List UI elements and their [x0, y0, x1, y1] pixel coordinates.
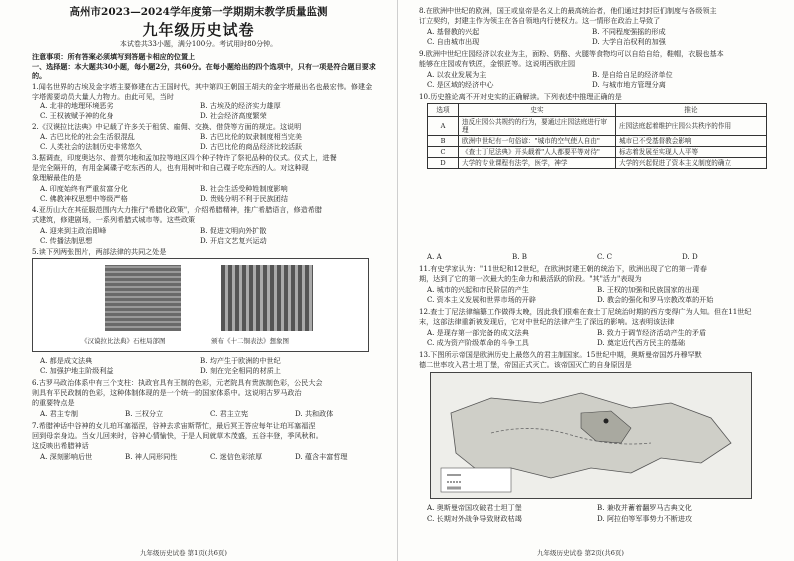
q1-option-b[interactable]: B. 古埃及的经济实力雄厚 — [200, 101, 281, 110]
q9-stem-line2: 能够在庄园或有铁匠，金银匠等。这说明西欧庄园 — [419, 59, 576, 68]
q5-option-b[interactable]: B. 均产生于欧洲的中世纪 — [200, 356, 281, 365]
q4-option-c[interactable]: C. 传播法制思想 — [40, 236, 93, 245]
q11-option-a[interactable]: A. 城市的兴起和市民阶层的产生 — [427, 285, 529, 294]
q3-stem-line1: 3.据调查，印度奥达尔、普贾尔地和孟加拉等地区四个种子特许了祭祀品种的仪式。仪式上，进餐 — [32, 153, 337, 162]
q11-option-d[interactable]: D. 教会的强化和罗马宗教改革的开始 — [597, 295, 714, 304]
q8-options-row2 — [427, 37, 666, 46]
q6-option-d[interactable]: D. 共和政体 — [295, 409, 334, 418]
q13-stem-line1: 13.下图所示帝国是欧洲历史上最悠久的君主制国家。15世纪中期，奥斯曼帝国苏丹穆罕默 — [419, 350, 702, 359]
q13-option-c[interactable]: C. 长期对外战争导致财政枯竭 — [427, 514, 522, 523]
q10-option-a[interactable]: A. A — [427, 252, 442, 261]
q13-option-d[interactable]: D. 阿拉伯等军事势力不断进攻 — [597, 514, 693, 523]
byzantine-empire-map-image — [431, 373, 751, 498]
q12-stem-line1: 12.查士丁尼法律编纂工作做得太晚，因此我们很难在查士丁尼统治时期的西方变得广为人知。但在11世纪 — [419, 307, 752, 316]
q9-option-d[interactable]: D. 与城市地方管理分离 — [592, 80, 666, 89]
q13-stem-line2: 德二世率攻入君士坦丁堡，帝国正式灭亡。该帝国灭亡的自身原因是 — [419, 360, 632, 369]
q3-stem-line2: 是完全隔开的，有用金属碟子吃东西的人，也有用树叶和自己碟子吃东西的人。对这种现 — [32, 163, 309, 172]
q3-options-row1 — [40, 184, 288, 193]
q12-option-a[interactable]: A. 是现存第一部完备的成文法典 — [427, 328, 529, 337]
q2-option-b[interactable]: B. 古巴比伦的奴隶制度相当完美 — [200, 132, 302, 141]
q11-option-b[interactable]: B. 王权的加强和民族国家的出现 — [597, 285, 699, 294]
q10-head-fact: 史实 — [459, 104, 616, 117]
q10-row-a-inference: 庄园法庭起着维护庄园公共秩序的作用 — [616, 117, 767, 136]
q5-caption-left: 《汉谟拉比法典》石柱局部图 — [81, 337, 166, 345]
q3-options-row2 — [40, 194, 288, 203]
q6-option-c[interactable]: C. 君主立宪 — [210, 409, 249, 418]
q5-option-a[interactable]: A. 都是成文法典 — [40, 356, 93, 365]
q9-options-row1 — [427, 70, 673, 79]
q10-row-c-fact: 《查士丁尼法典》开头载着"人人都要平等对待" — [459, 147, 616, 158]
q9-option-c[interactable]: C. 是区域的经济中心 — [427, 80, 494, 89]
q1-option-a[interactable]: A. 北非的地理环境恶劣 — [40, 101, 114, 110]
exam-header-title: 高州市2023—2024学年度第一学期期末教学质量监测 — [69, 6, 328, 18]
q2-options-row1 — [40, 132, 302, 141]
q1-options-row1 — [40, 101, 281, 110]
q12-stem-line2: 末，这部法律重新被发现后，它对中世纪的法律产生了深远的影响。这表明该法律 — [419, 317, 675, 326]
q10-head-option: 选项 — [428, 104, 459, 117]
q2-options-row2 — [40, 142, 302, 151]
q4-option-a[interactable]: A. 迎来到主政治即峰 — [40, 226, 107, 235]
q13-option-b[interactable]: B. 兼收并蓄着翻罗马古典文化 — [597, 503, 692, 512]
q8-option-a[interactable]: A. 基督教的兴起 — [427, 27, 480, 36]
q9-option-a[interactable]: A. 以农业发展为主 — [427, 70, 487, 79]
q11-option-c[interactable]: C. 资本主义发展和世界市场的开辟 — [427, 295, 536, 304]
q10-row-a-option: A — [428, 117, 459, 136]
q13-map — [430, 372, 752, 499]
q10-row-a-fact: 违反庄园公共规约的行为，要通过庄园法庭进行审理 — [459, 117, 616, 136]
q8-option-b[interactable]: B. 不同程度强摇的形成 — [592, 27, 666, 36]
footer-right: 九年级历史试卷 第2页(共6页) — [537, 549, 624, 557]
q10-row-d-inference: 大学的兴起促进了资本主义制度的确立 — [616, 158, 767, 169]
q10-head-inference: 推论 — [616, 104, 767, 117]
q11-stem-line2: 期，达到了它的第一次最大的生命力和最活跃的阶段。"其"活力"表现为 — [419, 274, 642, 283]
q3-option-c[interactable]: C. 佛教神权思想中等级严格 — [40, 194, 128, 203]
q1-option-d[interactable]: D. 社会经济高度繁荣 — [200, 111, 267, 120]
q6-option-a[interactable]: A. 君主专制 — [40, 409, 79, 418]
q10-row-c-inference: 标志着发展至实现人人平等 — [616, 147, 767, 158]
table-row — [428, 117, 767, 136]
q13-option-a[interactable]: A. 奥斯曼帝国攻破君士坦丁堡 — [427, 503, 522, 512]
q7-option-c[interactable]: C. 迷信色彩浓厚 — [210, 452, 263, 461]
q11-stem-line1: 11.有史学家认为："11世纪和12世纪，在欧洲封建王朝的统治下，欧洲出现了它的第一青春 — [419, 264, 707, 273]
q7-stem-line3: 这反映出希腊神话 — [32, 441, 89, 450]
q9-stem-line1: 9.欧洲中世纪庄园经济以农业为主，面粉、奶酪、火腿等食物均可以自给自给，鞋帽，衣服也基本 — [419, 49, 724, 58]
q1-options-row2 — [40, 111, 267, 120]
q3-option-b[interactable]: B. 社会生活受种姓制度影响 — [200, 184, 288, 193]
q8-option-c[interactable]: C. 自由城市出现 — [427, 37, 480, 46]
q10-option-d[interactable]: D. D — [682, 252, 698, 261]
q10-stem: 10.历史推论离不开对史实的正确解读。下列表述中推理正确的是 — [419, 92, 622, 101]
q4-stem-line1: 4.亚历山大在其征服范围内大力推行"希腊化政策"，介绍希腊精神，推广希腊语言，修造希腊 — [32, 205, 322, 214]
q5-option-c[interactable]: C. 加强护地主阶级利益 — [40, 366, 114, 375]
q10-row-d-fact: 大学的专业课程有法学，医学，神学 — [459, 158, 616, 169]
q1-option-c[interactable]: C. 王权被赋予神的化身 — [40, 111, 114, 120]
q8-option-d[interactable]: D. 大学自治权利的加强 — [592, 37, 666, 46]
q7-option-d[interactable]: D. 蕴含丰富哲理 — [295, 452, 348, 461]
q6-option-b[interactable]: B. 三权分立 — [125, 409, 164, 418]
exam-subject-title: 九年级历史试卷 — [142, 21, 255, 39]
hammurabi-stele-image — [105, 265, 181, 331]
section-one-heading: 一、选择题：本大题共30小题，每小题2分，共60分。在每小题给出的四个选项中，只有一项是符合题目要求的。 — [32, 62, 376, 80]
q10-option-c[interactable]: C. C — [597, 252, 613, 261]
q5-figure — [32, 258, 369, 352]
q6-stem-line3: 的重要特点是 — [32, 398, 75, 407]
notice: 注意事项：所有答案必须填写到答题卡相应的位置上 — [32, 52, 196, 61]
q9-option-b[interactable]: B. 是自给自足的经济单位 — [592, 70, 673, 79]
q1-stem: 1.闻名世界的古埃及金字塔主要修建在古王国时代，其中第四王朝国王胡夫的金字塔最出名也最宏伟。修建金字塔需要动员大量人力物力。由此可见，当时 — [32, 82, 373, 101]
q7-option-b[interactable]: B. 神人同形同性 — [125, 452, 178, 461]
q8-stem-line2: 订立契约，封建主作为领主在各自领地内行使权力。这一情形在政治上导致了 — [419, 16, 661, 25]
q10-row-c-option: C — [428, 147, 459, 158]
q10-row-b-inference: 城市已不受基督教会影响 — [616, 136, 767, 147]
q2-stem: 2.《汉谟拉比法典》中记载了许多关于租赁、雇佣、交换、借贷等方面的规定。这说明 — [32, 122, 302, 131]
q10-option-b[interactable]: B. B — [512, 252, 527, 261]
q5-caption-right: 颁布《十二铜表法》想象图 — [211, 337, 289, 345]
footer-left: 九年级历史试卷 第1页(共6页) — [140, 549, 227, 557]
q10-row-b-fact: 欧洲中世纪有一句俗谚："城市的空气使人自由" — [459, 136, 616, 147]
table-row — [428, 147, 767, 158]
exam-info: 本试卷共33小题，满分100分。考试用时80分钟。 — [119, 40, 278, 48]
q4-stem-line2: 式建筑，修建剧场，一系列希腊式城市等。这些政策 — [32, 215, 196, 224]
q3-option-a[interactable]: A. 印度始终有严重贫富分化 — [40, 184, 128, 193]
q4-options-row1 — [40, 226, 266, 235]
q10-row-d-option: D — [428, 158, 459, 169]
q9-options-row2 — [427, 80, 666, 89]
table-row — [428, 136, 767, 147]
q2-option-c[interactable]: C. 人类社会的法制历史非常悠久 — [40, 142, 142, 151]
q5-stem: 5.读下列两张图片，两部法律的共同之处是 — [32, 247, 167, 256]
q5-option-d[interactable]: D. 刻在完全相同的材质上 — [200, 366, 281, 375]
q10-row-b-option: B — [428, 136, 459, 147]
q7-stem-line2: 回到母亲身边。当女儿回来时，谷神心情愉快，于是人间就草木茂盛，五谷丰登，季风秋和。 — [32, 431, 323, 440]
q8-options-row1 — [427, 27, 666, 36]
q3-option-d[interactable]: D. 贵贱分明不利于民族团结 — [200, 194, 288, 203]
q10-table — [427, 103, 767, 169]
q10-table-header — [428, 104, 767, 117]
q6-stem-line1: 6.古罗马政治体系中有三个支柱：执政官具有王制的色彩，元老院具有贵族制色彩，公民大会 — [32, 378, 323, 387]
q12-option-c[interactable]: C. 成为资产阶级革命的斗争工具 — [427, 338, 529, 347]
q4-option-b[interactable]: B. 促进文明向外扩散 — [200, 226, 267, 235]
q2-option-a[interactable]: A. 古巴比伦的社会生活很混乱 — [40, 132, 135, 141]
table-row — [428, 158, 767, 169]
twelve-tables-image — [221, 265, 313, 331]
q8-stem-line1: 8.在欧洲中世纪的欧洲，国王或皇帝是名义上的最高统治者，他们通过封封臣们制度与各级领主 — [419, 6, 717, 15]
q2-option-d[interactable]: D. 古巴比伦的商品经济比较活跃 — [200, 142, 303, 151]
q7-option-a[interactable]: A. 深刻影响后世 — [40, 452, 93, 461]
q12-option-b[interactable]: B. 致力于调节经济活动产生的矛盾 — [597, 328, 707, 337]
q4-options-row2 — [40, 236, 267, 245]
q12-option-d[interactable]: D. 奠定近代西方民主的基础 — [597, 338, 685, 347]
q3-stem-line3: 象理解最佳的是 — [32, 173, 82, 182]
q6-stem-line2: 则具有平民政制的色彩，这种体制体现的是一个统一的国家体系中。这说明古罗马政治 — [32, 388, 302, 397]
q7-stem-line1: 7.希腊神话中谷神的女儿珀耳塞福涅，谷神去求宙斯帮忙，最后冥王答应每年让珀耳塞福涅 — [32, 421, 316, 430]
q4-option-d[interactable]: D. 开启文艺复兴运动 — [200, 236, 267, 245]
